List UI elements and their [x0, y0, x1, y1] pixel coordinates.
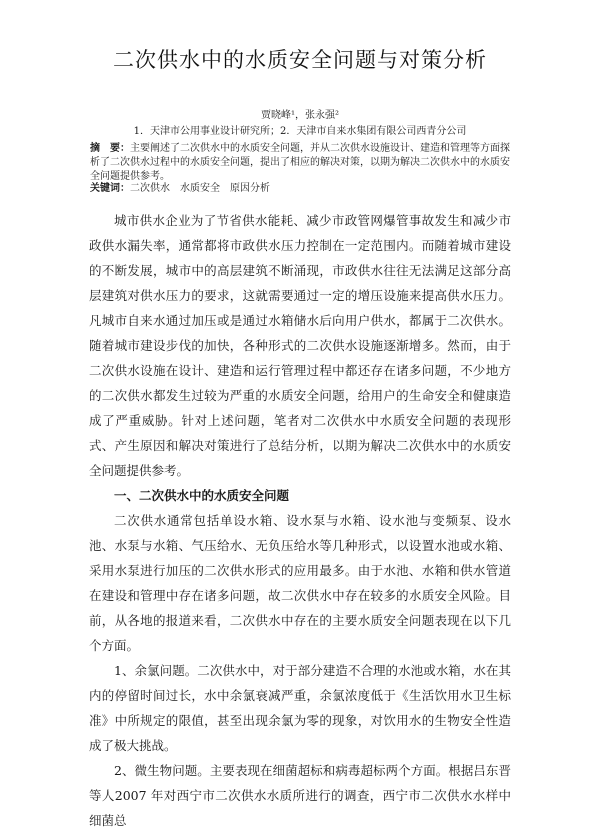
abstract-label: 摘 要： — [90, 143, 130, 154]
paper-title: 二次供水中的水质安全问题与对策分析 — [113, 48, 487, 72]
paper-affiliations: 1．天津市公用事业设计研究所；2．天津市自来水集团有限公司西青分公司 — [133, 126, 467, 137]
abstract — [90, 142, 510, 184]
paper-body — [89, 208, 511, 833]
abstract-text: 主要阐述了二次供水中的水质安全问题，并从二次供水设施设计、建造和管理等方面探析了二次供水过程中的水质安全问题，提出了相应的解决对策，以期为解决二次供水中的水质安全问题提供参考。 — [90, 143, 510, 182]
item-1-paragraph: 1、余氯问题。二次供水中，对于部分建造不合理的水池或水箱，水在其内的停留时间过长，水中余氯衰减严重，余氯浓度低于《生活饮用水卫生标准》中所规定的限值，甚至出现余氯为零的现象，对饮用水的生物安全性造成了极大挑战。 — [89, 663, 511, 753]
intro-paragraph: 城市供水企业为了节省供水能耗、减少市政管网爆管事故发生和减少市政供水漏失率，通常都将市政供水压力控制在一定范围内。而随着城市建设的不断发展，城市中的高层建筑不断涌现，市政供水往往无法满足这部分高层建筑对供水压力的要求，这就需要通过一定的增压设施来提高供水压力。凡城市自来水通过加压或是通过水箱储水后向用户供水，都属于二次供水。随着城市建设步伐的加快，各种形式的二次供水设施逐渐增多。然而，由于二次供水设施在设计、建造和运行管理过程中都还存在诸多问题，不少地方的二次供水都发生过较为严重的水质安全问题，给用户的生命安全和健康造成了严重威胁。针对上述问题，笔者对二次供水中水质安全问题的表现形式、产生原因和解决对策进行了总结分析，以期为解决二次供水中的水质安全问题提供参考。 — [89, 213, 511, 478]
section-1-paragraph: 二次供水通常包括单设水箱、设水泵与水箱、设水池与变频泵、设水池、水泵与水箱、气压给水、无负压给水等几种形式，以设置水池或水箱、采用水泵进行加压的二次供水形式的应用最多。由于水池、水箱和供水管道在建设和管理中存在诸多问题，故二次供水中存在较多的水质安全风险。目前，从各地的报道来看，二次供水中存在的主要水质安全问题表现在以下几个方面。 — [89, 513, 511, 653]
keywords-text: 二次供水 水质安全 原因分析 — [130, 183, 270, 194]
section-1-heading: 一、二次供水中的水质安全问题 — [114, 488, 290, 503]
keywords — [90, 182, 510, 196]
item-2-paragraph: 2、微生物问题。主要表现在细菌超标和病毒超标两个方面。根据吕东晋等人2007 年对西宁市二次供水水质所进行的调查，西宁市二次供水水样中细菌总 — [89, 763, 511, 828]
paper-authors: 贾晓峰¹，张永强² — [260, 110, 340, 121]
keywords-label: 关键词： — [90, 183, 130, 194]
